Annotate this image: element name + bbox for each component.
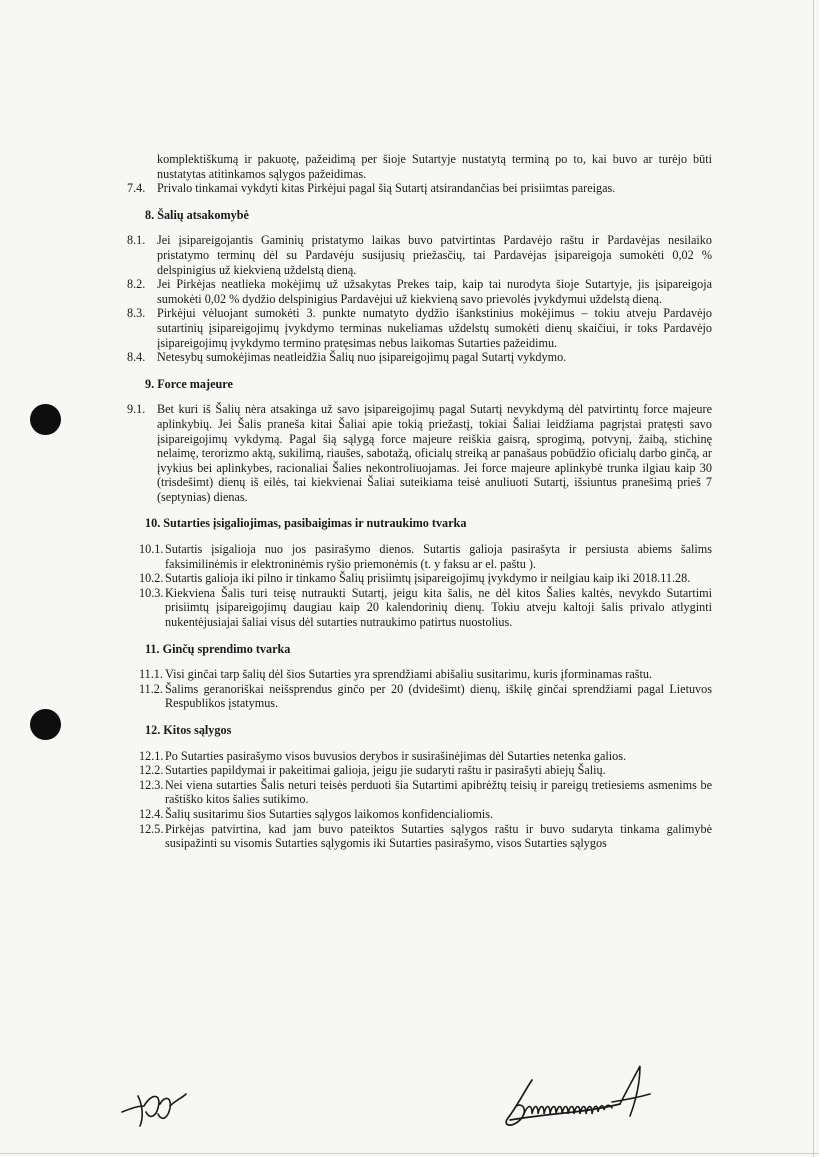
section-8-title: 8. Šalių atsakomybė [145, 207, 249, 222]
clause-12-1: 12.1. Po Sutarties pasirašymo visos buvusios derybos ir susirašinėjimas dėl Sutarties netenka galios. [139, 748, 627, 763]
clause-7-continuation: komplektiškumą ir pakuotę, pažeidimą per šioje Sutartyje nustatytą terminą po to, kai buvo ar turėjo būti nustatytas atitinkamos sąlygos pažeidimas. [157, 152, 712, 181]
clause-11-2: 11.2. Šalims geranoriškai neišsprendus ginčo per 20 (dvidešimt) dienų, iškilę ginčai sprendžiami pagal Lietuvos Respublikos įstatymus. [139, 681, 712, 711]
clause-8-4: 8.4. Netesybų sumokėjimas neatleidžia Šalių nuo įsipareigojimų pagal Sutartį vykdymo. [127, 350, 567, 365]
clause-12-3: 12.3. Nei viena sutarties Šalis neturi teisės perduoti šia Sutartimi apibrėžtų teisių ir pareigų tretiesiems asmenims be raštiško kitos šalies sutikimo. [139, 777, 712, 807]
clause-10-1: 10.1. Sutartis įsigalioja nuo jos pasirašymo dienos. Sutartis galioja pasirašyta ir persiusta abiems šalims faksimilinėmis ir elektroninėmis ryšio priemonėmis (t. y faksu ar el. paštu ). [139, 542, 712, 571]
handwritten-signature [494, 1058, 664, 1138]
section-12-title: 12. Kitos sąlygos [145, 723, 232, 737]
section-9-title: 9. Force majeure [145, 376, 233, 391]
section-10-title: 10. Sutarties įsigaliojimas, pasibaigimas ir nutraukimo tvarka [145, 516, 467, 531]
clause-10-3: 10.3. Kiekviena Šalis turi teisę nutraukti Sutartį, jeigu kita šalis, ne dėl kitos Šalies kaltės, nevykdo Sutartimi prisiimtų įsipareigojimų daugiau kaip 20 kalendorinių dienų. Tokiu atveju kaltoji šalis privalo atlyginti nukentėjusiajai šaliai visus dėl sutarties nutraukimo patirtus nuostolius. [139, 585, 712, 630]
punch-hole [30, 404, 61, 435]
clause-8-1: 8.1. Jei įsipareigojantis Gaminių pristatymo laikas buvo patvirtintas Pardavėjo raštu ir Pardavėjas nesilaiko pristatymo terminų dėl su Pardavėju susijusių priežasčių, tai Pardavėjas įsipareigoja sumokėti 0,02 % delspinigius už kiekvieną uždelstą dieną. [127, 233, 712, 277]
scan-edge-line [0, 1153, 819, 1154]
clause-12-5: 12.5. Pirkėjas patvirtina, kad jam buvo pateiktos Sutarties sąlygos raštu ir buvo sudaryta tinkama galimybė susipažinti su visomis Sutarties sąlygomis iki Sutarties pasirašymo, visos Sutarties sąlygos [139, 821, 712, 851]
clause-8-2: 8.2. Jei Pirkėjas neatlieka mokėjimų už užsakytas Prekes taip, kaip tai nurodyta šioje Sutartyje, jis įsipareigoja sumokėti 0,02 % dydžio delspinigius Pardavėjui už kiekvieną savo prievolės įvykdymui uždelstą dieną. [127, 277, 712, 306]
clause-8-3: 8.3. Pirkėjui vėluojant sumokėti 3. punkte numatyto dydžio išankstinius mokėjimus – tokiu atveju Pardavėjo sutartinių įsipareigojimų įvykdymo terminas nukeliamas uždelstų sumokėti dienų skaičiui, ir toks Pardavėjo įsipareigojimų įvykdymo termino pratęsimas nebus laikomas Sutarties pažeidimu. [127, 306, 712, 350]
clause-11-1: 11.1. Visi ginčai tarp šalių dėl šios Sutarties yra sprendžiami abišaliu susitarimu, kuris įforminamas raštu. [139, 667, 653, 682]
clause-9-1: 9.1. Bet kuri iš Šalių nėra atsakinga už savo įsipareigojimų pagal Sutartį nevykdymą dėl patvirtintų force majeure aplinkybių. Jei Šalis praneša kitai Šaliai apie tokią priežastį, tokiai Šaliai leidžiama pagrįstai pratęsti savo įsipareigojimų vykdymą. Pagal šią sąlygą force majeure reiškia gaisrą, sprogimą, potvynį, žaibą, stichinę nelaimę, terorizmo aktą, sukilimą, riaušes, sabotažą, oficialų streiką ar panašaus pobūdžio oficialų darbo ginčą, ar įvykius bei aplinkybes, racionaliai Šalies nekontroliuojamas. Jei force majeure aplinkybė trunka ilgiau kaip 30 (trisdešimt) dienų iš eilės, tai kiekvienai Šaliai suteikiama teisė anuliuoti Sutartį, išsiuntus pranešimą prieš 7 (septynias) dienas. [127, 402, 712, 504]
punch-hole [30, 709, 61, 740]
clause-12-4: 12.4. Šalių susitarimu šios Sutarties sąlygos laikomos konfidencialiomis. [139, 806, 494, 821]
clause-7-4: 7.4. Privalo tinkamai vykdyti kitas Pirkėjui pagal šią Sutartį atsirandančias bei prisiimtas pareigas. [127, 181, 616, 196]
handwritten-initials [118, 1082, 190, 1132]
document-body [127, 152, 712, 851]
clause-12-2: 12.2. Sutarties papildymai ir pakeitimai galioja, jeigu jie sudaryti raštu ir pasirašyti abiejų Šalių. [139, 763, 606, 778]
scan-edge-line [813, 0, 814, 1157]
clause-10-2: 10.2. Sutartis galioja iki pilno ir tinkamo Šalių prisiimtų įsipareigojimų įvykdymo ir neilgiau kaip iki 2018.11.28. [139, 571, 691, 586]
section-11-title: 11. Ginčų sprendimo tvarka [145, 641, 291, 656]
